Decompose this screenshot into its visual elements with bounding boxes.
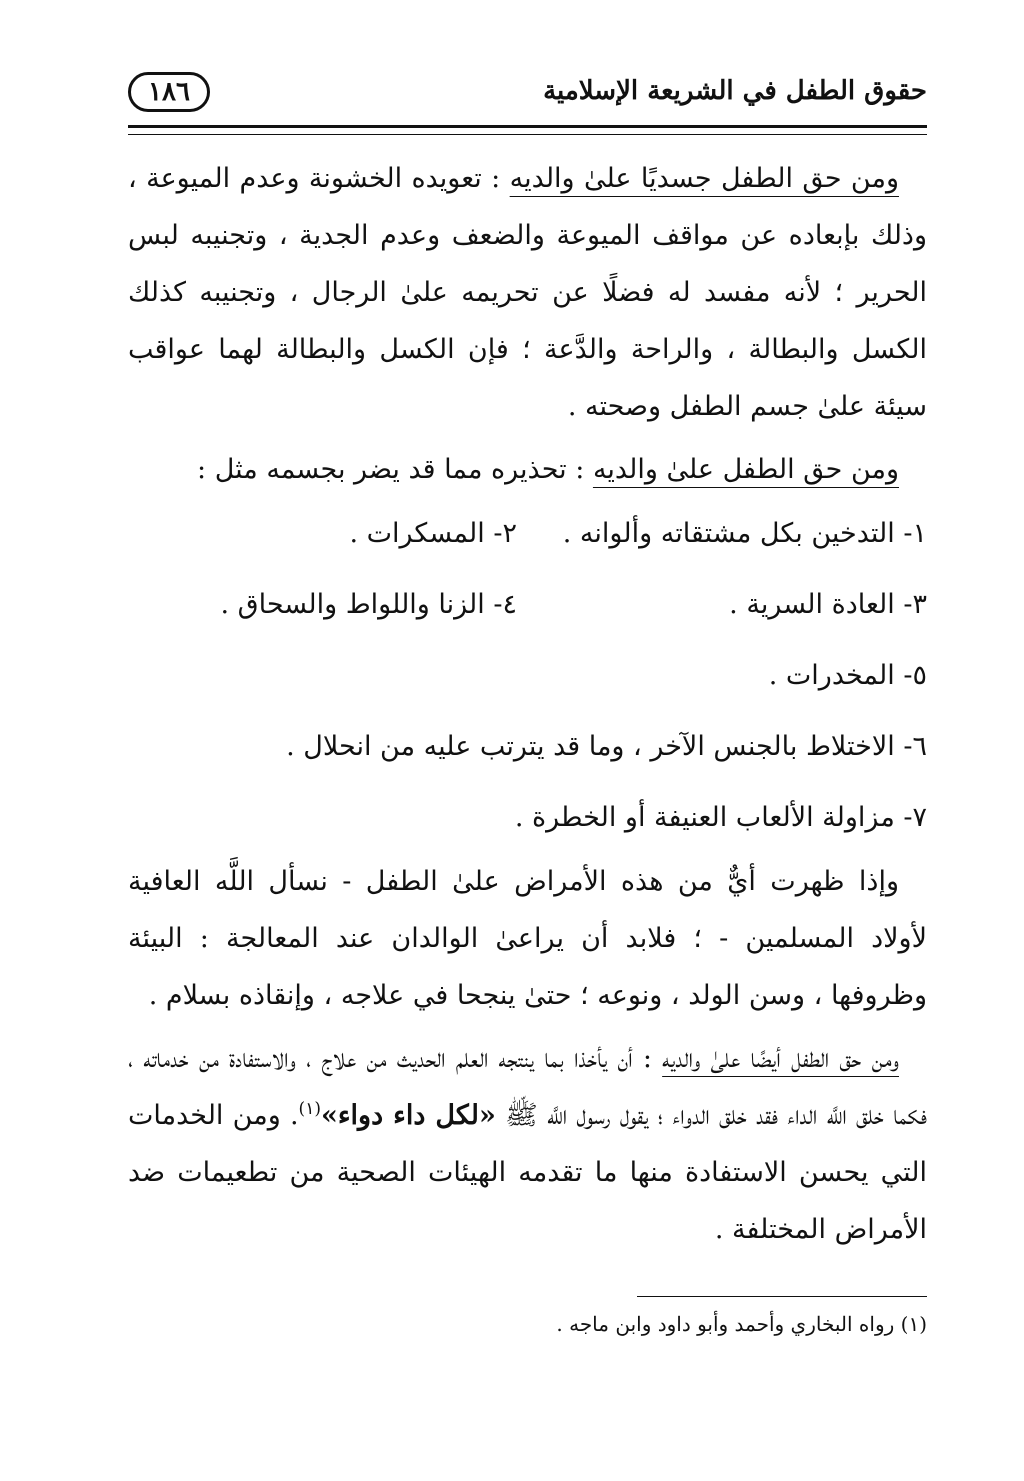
- hadith-quote: «لكل داء دواء»: [320, 1100, 496, 1131]
- paragraph-warnings-intro: [128, 441, 927, 498]
- list-row: [128, 569, 927, 640]
- paragraph-text: وإذا ظهرت أيٌّ من هذه الأمراض علىٰ الطفل - نسأل اللَّه العافية لأولاد المسلمين - ؛ فلابد أن يراعىٰ الوالدان عند المعالجة : البيئة وظروفها ، وسن الولد ، ونوعه ؛ حتىٰ ينجحا في علاجه ، وإنقاذه بسلام .: [128, 866, 927, 1011]
- paragraph-lead: ومن حق الطفل جسديًا علىٰ والديه: [509, 163, 899, 194]
- list-row: [128, 782, 927, 853]
- paragraph-lead: ومن حق الطفل أيضًا علىٰ والديه: [662, 1043, 899, 1074]
- footnote-reference[interactable]: (١): [298, 1099, 321, 1119]
- harms-list: [128, 498, 927, 853]
- list-item: ٣- العادة السرية .: [729, 589, 927, 620]
- header-divider: [128, 125, 927, 135]
- list-item: ٥- المخدرات .: [768, 660, 927, 691]
- paragraph-text: : أن يأخذا بما ينتجه العلم الحديث من علاج ، والاستفادة من خدماته ، فكما خلق اللَّه الداء فقد خلق الدواء ؛ يقول رسول اللَّه ﷺ: [128, 1043, 927, 1131]
- paragraph-text: . ومن الخدمات التي يحسن الاستفادة منها ما تقدمه الهيئات الصحية من تطعيمات ضد الأمراض المختلفة .: [128, 1100, 927, 1245]
- page-number: ١٨٦: [148, 77, 190, 107]
- paragraph-lead: ومن حق الطفل علىٰ والديه: [592, 454, 899, 485]
- list-row: [128, 640, 927, 711]
- list-item: ١- التدخين بكل مشتقاته وألوانه .: [562, 518, 927, 549]
- list-row: [128, 498, 927, 569]
- page-number-badge: [128, 72, 210, 112]
- paragraph-text: : تحذيره مما قد يضر بجسمه مثل :: [197, 454, 593, 485]
- list-item: ٧- مزاولة الألعاب العنيفة أو الخطرة .: [514, 802, 927, 833]
- paragraph-text: : تعويده الخشونة وعدم الميوعة ، وذلك بإبعاده عن مواقف الميوعة والضعف وعدم الجدية ، وتجنيبه لبس الحرير ؛ لأنه مفسد له فضلًا عن تحريمه علىٰ الرجال ، وتجنيبه كذلك الكسل والبطالة ، والراحة والدَّعة ؛ فإن الكسل والبطالة لهما عواقب سيئة علىٰ جسم الطفل وصحته .: [128, 163, 927, 422]
- paragraph-medical-rights: [128, 1030, 927, 1258]
- list-row: [128, 711, 927, 782]
- page-body: [128, 150, 927, 1258]
- list-item: ٦- الاختلاط بالجنس الآخر ، وما قد يترتب عليه من انحلال .: [286, 731, 927, 762]
- list-item: ٤- الزنا واللواط والسحاق .: [220, 589, 517, 620]
- paragraph-treatment: [128, 853, 927, 1024]
- footnote: (١) رواه البخاري وأحمد وأبو داود وابن ماجه .: [556, 1312, 927, 1336]
- page-header: [128, 68, 927, 124]
- list-item: ٢- المسكرات .: [349, 518, 517, 549]
- book-title: حقوق الطفل في الشريعة الإسلامية: [543, 76, 927, 106]
- paragraph-physical-rights: [128, 150, 927, 435]
- footnote-divider: [637, 1296, 927, 1297]
